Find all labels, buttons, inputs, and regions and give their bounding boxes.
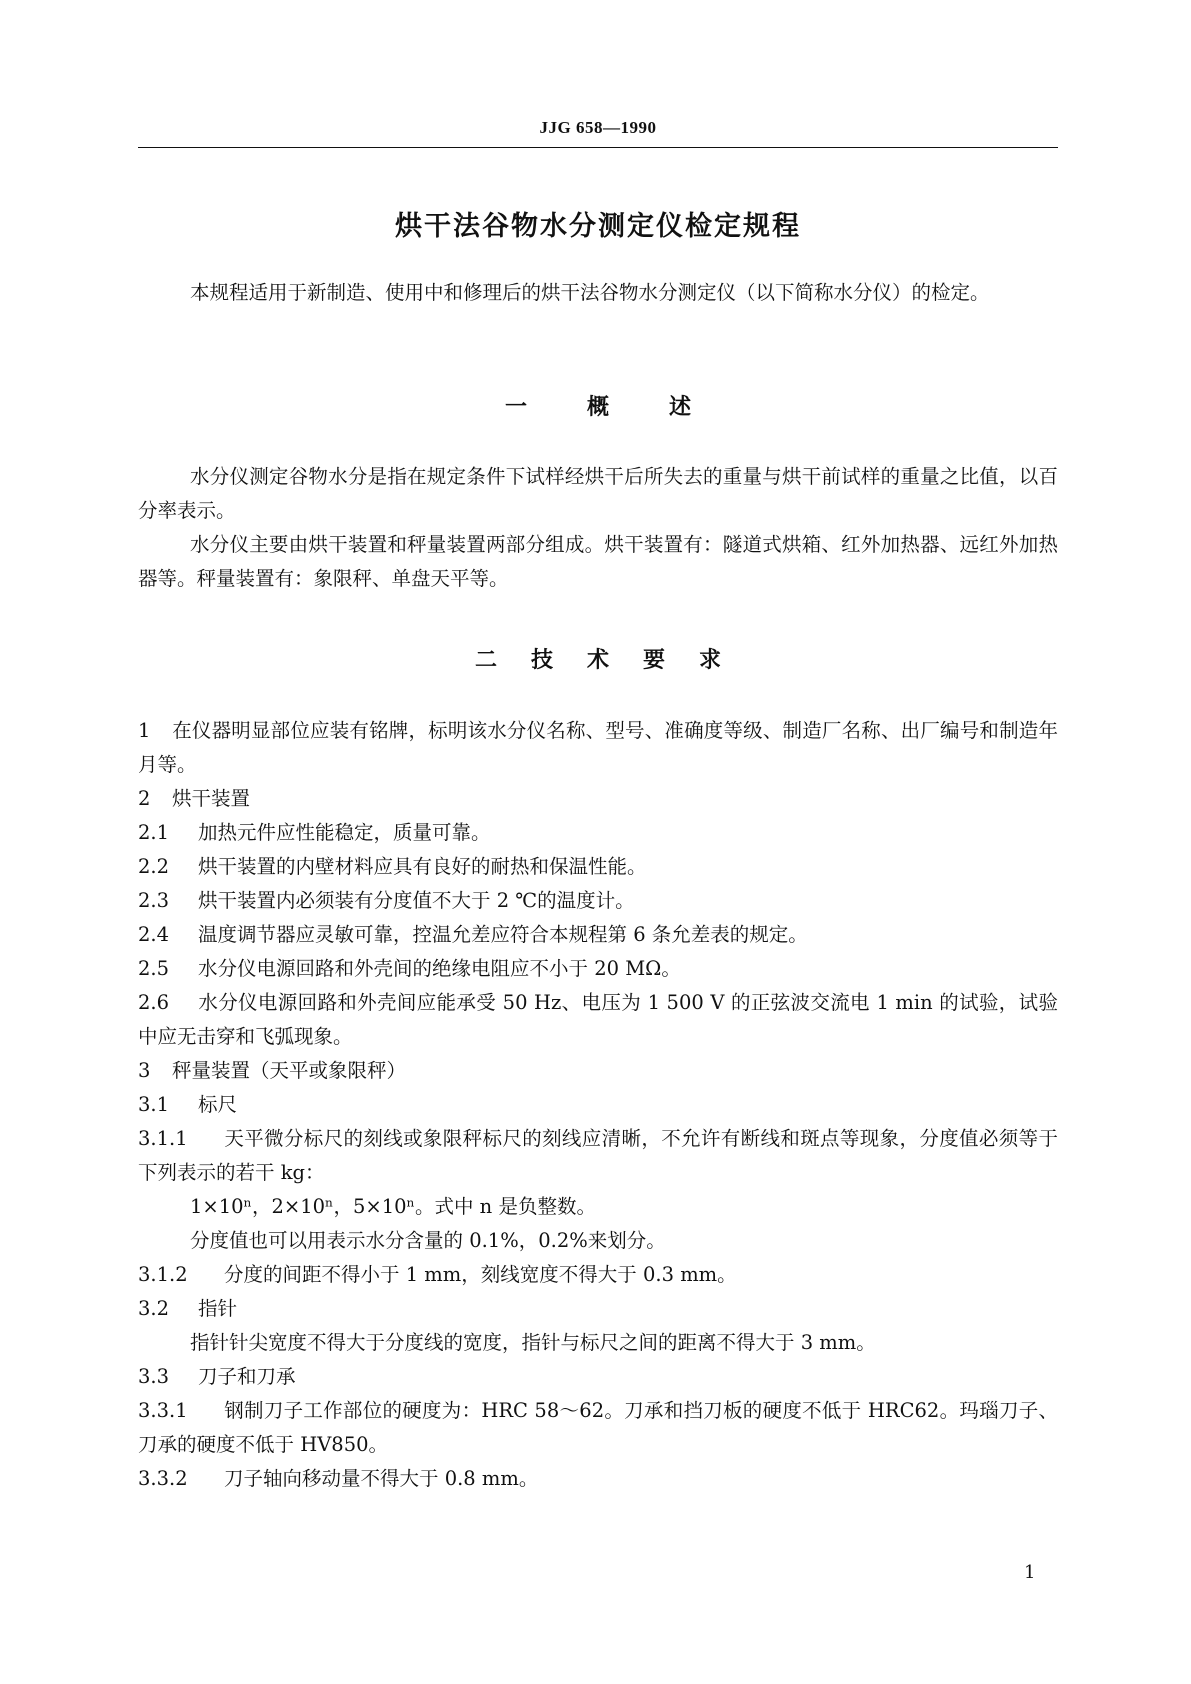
paragraph: 水分仪主要由烘干装置和秤量装置两部分组成。烘干装置有：隧道式烘箱、红外加热器、远红外加热器等。秤量装置有：象限秤、单盘天平等。 (138, 533, 1058, 590)
clause (138, 986, 1058, 1054)
clause (138, 816, 1058, 850)
clause (138, 1054, 1058, 1088)
clause (138, 1292, 1058, 1326)
clause-number: 2.2 (138, 855, 170, 878)
clause-number: 3.2 (138, 1297, 170, 1320)
clause (138, 918, 1058, 952)
section-2-body (138, 714, 1058, 1496)
clause-text: 天平微分标尺的刻线或象限秤标尺的刻线应清晰，不允许有断线和斑点等现象，分度值必须等于下列表示的若干 kg： (138, 1127, 1058, 1184)
clause-text: 加热元件应性能稳定，质量可靠。 (198, 821, 491, 844)
clause (138, 714, 1058, 782)
section-2-heading-char: 技 (530, 648, 553, 673)
clause-number: 3.1 (138, 1093, 170, 1116)
clause-number: 3.3.1 (138, 1399, 188, 1422)
section-2-heading-char: 二 (474, 648, 497, 673)
clause-continuation: 分度值也可以用表示水分含量的 0.1%，0.2%来划分。 (190, 1229, 666, 1252)
clause (138, 952, 1058, 986)
clause-text: 指针 (198, 1297, 238, 1320)
clause-continuation: 1×10ⁿ，2×10ⁿ，5×10ⁿ。式中 n 是负整数。 (190, 1195, 596, 1218)
clause-text: 烘干装置 (172, 787, 251, 810)
clause (138, 1088, 1058, 1122)
paragraph: 水分仪测定谷物水分是指在规定条件下试样经烘干后所失去的重量与烘干前试样的重量之比值，以百分率表示。 (138, 465, 1058, 522)
section-2-heading-char: 求 (699, 648, 722, 673)
page-number: 1 (1024, 1562, 1036, 1583)
section-1-heading-char: 一 (504, 395, 527, 420)
clause-number: 2.6 (138, 991, 170, 1014)
clause-text: 标尺 (198, 1093, 238, 1116)
clause-text: 烘干装置内必须装有分度值不大于 2 ℃的温度计。 (198, 889, 635, 912)
clause-number: 3.1.2 (138, 1263, 188, 1286)
section-1-heading-char: 述 (669, 395, 692, 420)
clause-number: 2.1 (138, 821, 170, 844)
intro-text: 本规程适用于新制造、使用中和修理后的烘干法谷物水分测定仪（以下简称水分仪）的检定。 (190, 281, 990, 304)
clause (138, 1122, 1058, 1190)
clause-text: 烘干装置的内壁材料应具有良好的耐热和保温性能。 (198, 855, 647, 878)
clause-number: 1 (138, 719, 151, 742)
clause-number: 3.3 (138, 1365, 170, 1388)
clause-number: 3 (138, 1059, 151, 1082)
clause (138, 1360, 1058, 1394)
clause-number: 2 (138, 787, 151, 810)
section-1-body (138, 460, 1058, 596)
clause-text: 在仪器明显部位应装有铭牌，标明该水分仪名称、型号、准确度等级、制造厂名称、出厂编号和制造年月等。 (138, 719, 1058, 776)
clause (138, 1462, 1058, 1496)
clause-text: 刀子和刀承 (198, 1365, 296, 1388)
clause-continuation: 指针针尖宽度不得大于分度线的宽度，指针与标尺之间的距离不得大于 3 mm。 (190, 1331, 876, 1354)
clause-text: 刀子轴向移动量不得大于 0.8 mm。 (224, 1467, 539, 1490)
clause-text: 水分仪电源回路和外壳间的绝缘电阻应不小于 20 MΩ。 (198, 957, 681, 980)
section-1-heading (138, 390, 1058, 421)
clause (138, 884, 1058, 918)
clause-number: 2.3 (138, 889, 170, 912)
clause (138, 1258, 1058, 1292)
clause-number: 2.5 (138, 957, 170, 980)
clause-number: 3.1.1 (138, 1127, 188, 1150)
section-1-heading-char: 概 (586, 395, 609, 420)
clause-text: 水分仪电源回路和外壳间应能承受 50 Hz、电压为 1 500 V 的正弦波交流电 1 min 的试验，试验中应无击穿和飞弧现象。 (138, 991, 1058, 1048)
intro-paragraph (138, 276, 1058, 310)
clause-text: 钢制刀子工作部位的硬度为：HRC 58～62。刀承和挡刀板的硬度不低于 HRC62。玛瑙刀子、刀承的硬度不低于 HV850。 (138, 1399, 1058, 1456)
document-title: 烘干法谷物水分测定仪检定规程 (395, 211, 801, 242)
clause-number: 3.3.2 (138, 1467, 188, 1490)
clause-text: 温度调节器应灵敏可靠，控温允差应符合本规程第 6 条允差表的规定。 (198, 923, 808, 946)
section-2-heading (138, 643, 1058, 674)
section-2-heading-char: 术 (586, 648, 609, 673)
header-divider (138, 147, 1058, 148)
clause-text: 秤量装置（天平或象限秤） (172, 1059, 407, 1082)
clause-number: 2.4 (138, 923, 170, 946)
section-2-heading-char: 要 (643, 648, 666, 673)
clause (138, 1394, 1058, 1462)
clause (138, 850, 1058, 884)
clause-text: 分度的间距不得小于 1 mm，刻线宽度不得大于 0.3 mm。 (224, 1263, 737, 1286)
clause (138, 782, 1058, 816)
standard-code-header: JJG 658—1990 (539, 118, 657, 137)
